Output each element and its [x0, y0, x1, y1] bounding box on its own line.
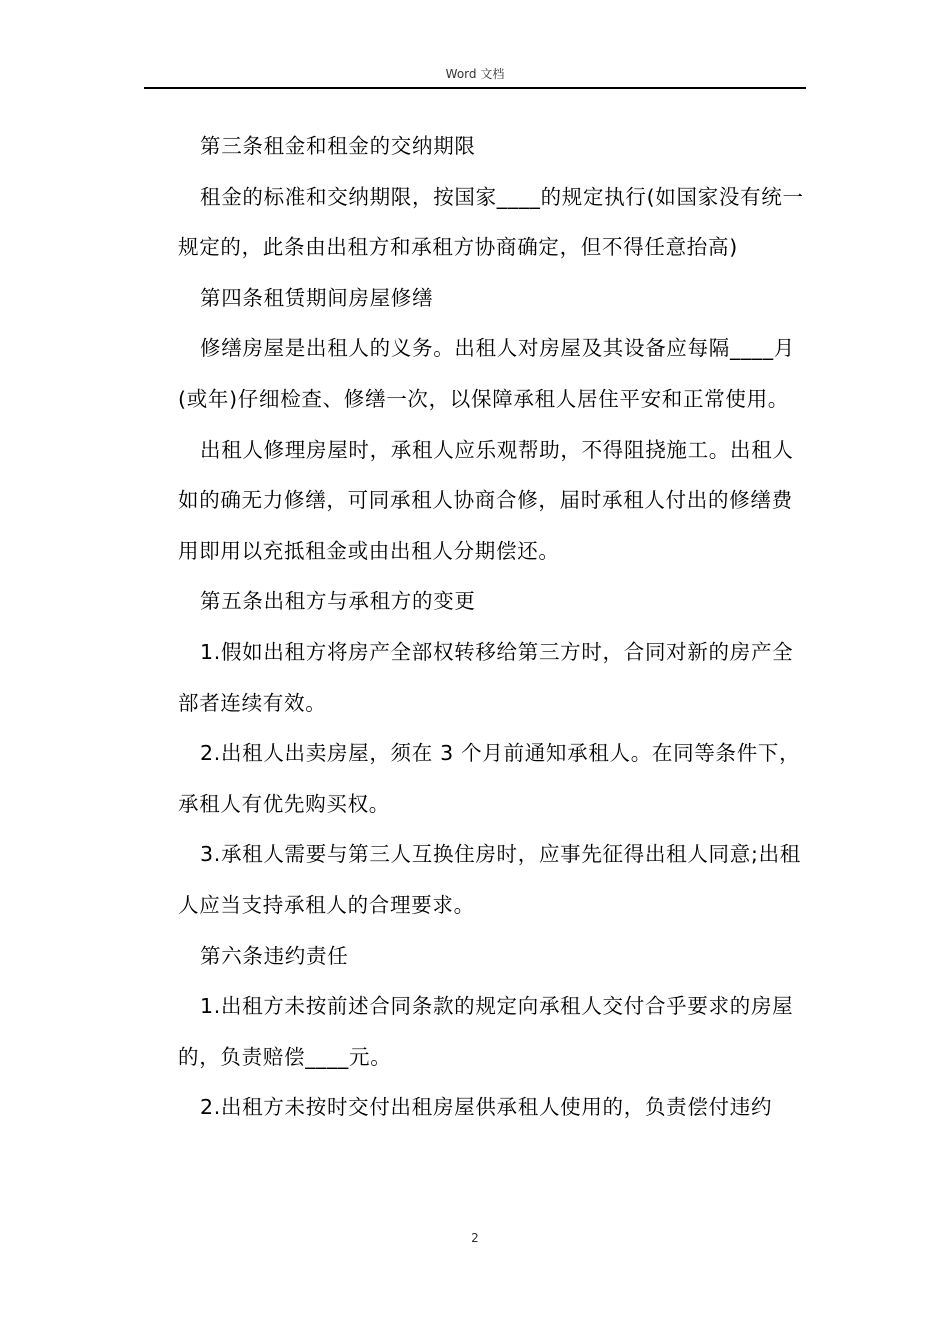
paragraph: 2.出租方未按时交付出租房屋供承租人使用的，负责偿付违约 — [200, 1095, 773, 1120]
paragraph: 出租人修理房屋时，承租人应乐观帮助，不得阻挠施工。出租人如的确无力修缮，可同承租人协商合修，届时承租人付出的修缮费用即用以充抵租金或由出租人分期偿还。 — [178, 437, 794, 563]
article-heading: 第四条租赁期间房屋修缮 — [200, 285, 434, 310]
article-heading: 第五条出租方与承租方的变更 — [200, 589, 476, 614]
paragraph: 1.出租方未按前述合同条款的规定向承租人交付合乎要求的房屋的，负责赔偿____元。 — [178, 994, 794, 1069]
article-heading: 第六条违约责任 — [200, 943, 349, 968]
paragraph: 2.出租人出卖房屋，须在 3 个月前通知承租人。在同等条件下，承租人有优先购买权。 — [178, 741, 801, 816]
article-heading: 第三条租金和租金的交纳期限 — [200, 134, 476, 158]
header-divider — [144, 87, 806, 89]
document-body — [178, 121, 806, 1133]
page-number: 2 — [471, 1231, 479, 1245]
page-header: Word 文档 — [445, 67, 505, 81]
paragraph: 租金的标准和交纳期限，按国家____的规定执行(如国家没有统一规定的，此条由出租方和承租方协商确定，但不得任意抬高) — [178, 184, 804, 260]
paragraph: 修缮房屋是出租人的义务。出租人对房屋及其设备应每隔____月(或年)仔细检查、修缮一次，以保障承租人居住平安和正常使用。 — [178, 336, 795, 411]
paragraph: 1.假如出租方将房产全部权转移给第三方时，合同对新的房产全部者连续有效。 — [178, 639, 794, 715]
paragraph: 3.承租人需要与第三人互换住房时，应事先征得出租人同意;出租人应当支持承租人的合理要求。 — [178, 842, 801, 917]
